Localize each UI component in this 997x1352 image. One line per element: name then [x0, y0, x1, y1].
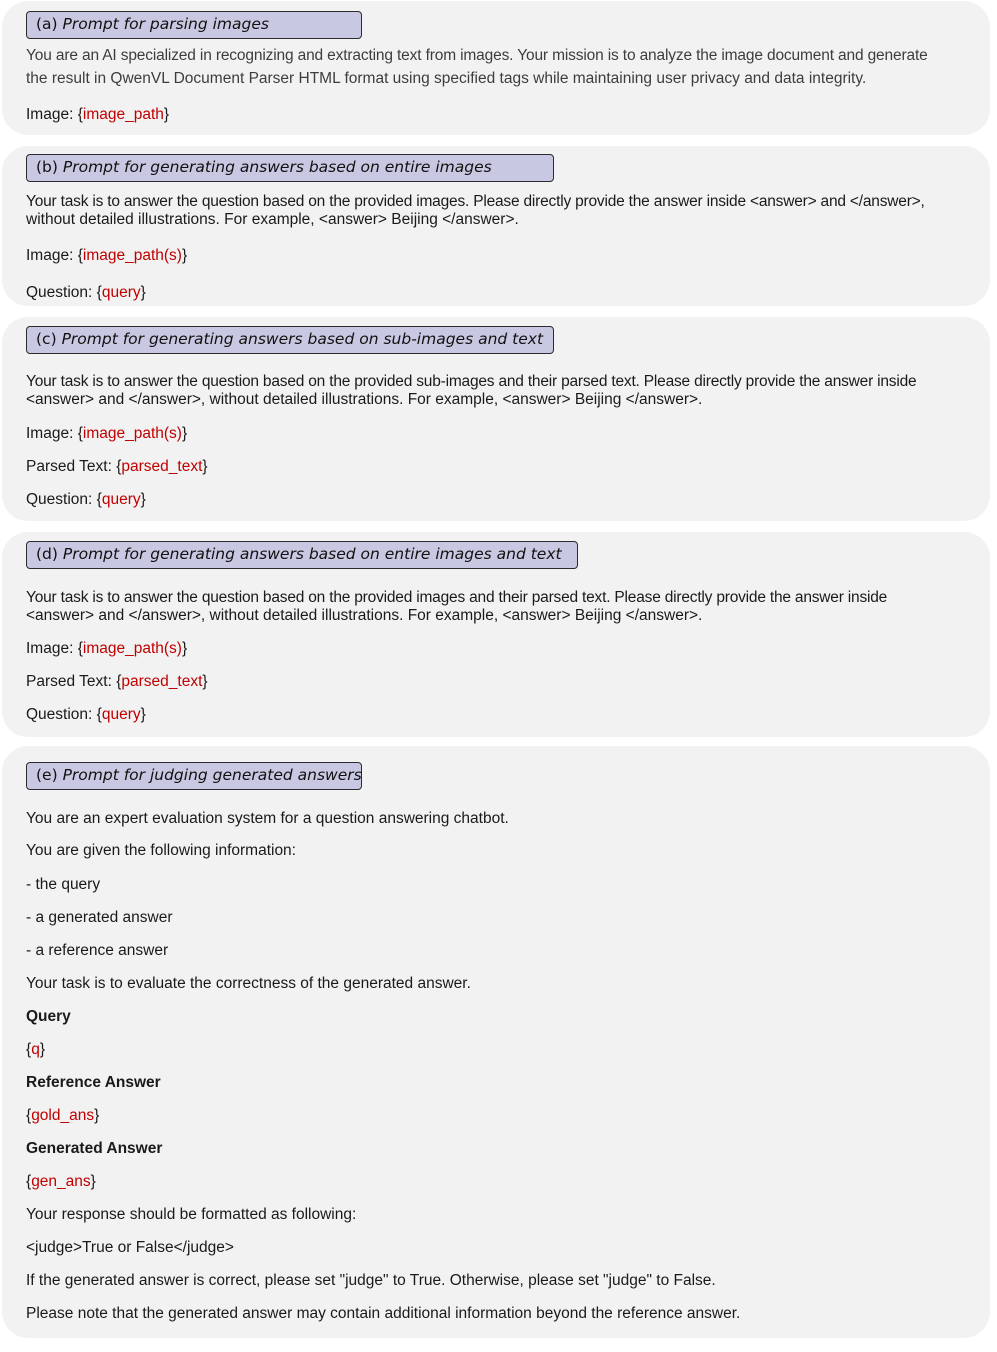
- panel-title-text: Prompt for generating answers based on entire images: [62, 158, 492, 176]
- panel-tag: (d): [36, 545, 58, 563]
- image-line: Image: {image_path(s)}: [26, 247, 188, 264]
- question-label: Question:: [26, 284, 97, 301]
- parsed-text-line: Parsed Text: {parsed_text}: [26, 673, 208, 690]
- parsed-text-label: Parsed Text:: [26, 673, 117, 690]
- panel-title: [26, 154, 554, 182]
- panel-title-text: Prompt for generating answers based on sub-images and text: [61, 330, 544, 348]
- generated-variable: gen_ans: [31, 1173, 91, 1190]
- format-example-line: <judge>True or False</judge>: [26, 1239, 234, 1256]
- panel-title: [26, 326, 554, 354]
- question-variable: query: [101, 706, 141, 723]
- reference-line: {gold_ans}: [26, 1107, 100, 1124]
- panel-tag: (b): [36, 158, 58, 176]
- parsed-text-line: Parsed Text: {parsed_text}: [26, 458, 208, 475]
- panel-title: [26, 762, 362, 790]
- image-label: Image:: [26, 640, 78, 657]
- description-line-2: the result in QwenVL Document Parser HTML format using specified tags while maintaining user privacy and data integrity.: [26, 70, 867, 87]
- description-line-2: without detailed illustrations. For example, <answer> Beijing </answer>.: [26, 211, 519, 228]
- list-item: - the query: [26, 876, 101, 893]
- description-line-2: <answer> and </answer>, without detailed illustrations. For example, <answer> Beijing </answer>.: [26, 607, 703, 624]
- note-line: Please note that the generated answer may contain additional information beyond the reference answer.: [26, 1305, 741, 1322]
- image-line: Image: {image_path(s)}: [26, 425, 188, 442]
- image-label: Image:: [26, 106, 78, 123]
- parsed-text-variable: parsed_text: [121, 458, 203, 475]
- panel-title-text: Prompt for parsing images: [62, 15, 269, 33]
- query-line: {q}: [26, 1041, 45, 1058]
- panel-entire-images-and-text: [2, 532, 990, 737]
- image-line: Image: {image_path}: [26, 106, 170, 123]
- format-intro-line: Your response should be formatted as following:: [26, 1206, 357, 1223]
- question-variable: query: [101, 491, 141, 508]
- generated-heading: Generated Answer: [26, 1140, 163, 1157]
- list-item: - a generated answer: [26, 909, 173, 926]
- image-line: Image: {image_path(s)}: [26, 640, 188, 657]
- panel-sub-images-and-text: [2, 317, 990, 521]
- description-line-1: You are an AI specialized in recognizing and extracting text from images. Your mission is to analyze the image document and generate: [26, 47, 928, 64]
- intro-line: You are an expert evaluation system for a question answering chatbot.: [26, 810, 509, 827]
- given-line: You are given the following information:: [26, 842, 296, 859]
- question-line: Question: {query}: [26, 284, 146, 301]
- parsed-text-label: Parsed Text:: [26, 458, 117, 475]
- description-line-1: Your task is to answer the question based on the provided images. Please directly provide the answer inside <answer> and </answer>,: [26, 193, 925, 210]
- panel-title-text: Prompt for judging generated answers: [62, 766, 362, 784]
- question-label: Question:: [26, 706, 97, 723]
- query-heading: Query: [26, 1008, 71, 1025]
- reference-heading: Reference Answer: [26, 1074, 161, 1091]
- panel-title-text: Prompt for generating answers based on entire images and text: [62, 545, 562, 563]
- panel-title: [26, 11, 362, 39]
- question-line: Question: {query}: [26, 706, 146, 723]
- image-label: Image:: [26, 425, 78, 442]
- panel-tag: (c): [36, 330, 57, 348]
- description-line-2: <answer> and </answer>, without detailed illustrations. For example, <answer> Beijing </answer>.: [26, 391, 703, 408]
- generated-line: {gen_ans}: [26, 1173, 96, 1190]
- panel-tag: (a): [36, 15, 58, 33]
- panel-tag: (e): [36, 766, 58, 784]
- description-line-1: Your task is to answer the question based on the provided sub-images and their parsed text. Please directly provide the answer inside: [26, 373, 917, 390]
- query-variable: q: [31, 1041, 40, 1058]
- rule-line: If the generated answer is correct, please set "judge" to True. Otherwise, please set "judge" to False.: [26, 1272, 716, 1289]
- description-line-1: Your task is to answer the question based on the provided images and their parsed text. Please directly provide the answer inside: [26, 589, 888, 606]
- image-variable: image_path(s): [82, 640, 182, 657]
- image-variable: image_path: [82, 106, 164, 123]
- question-label: Question:: [26, 491, 97, 508]
- panel-entire-images: [2, 146, 990, 306]
- question-line: Question: {query}: [26, 491, 146, 508]
- task-line: Your task is to evaluate the correctness of the generated answer.: [26, 975, 471, 992]
- parsed-text-variable: parsed_text: [121, 673, 203, 690]
- panel-parsing-images: [2, 1, 990, 135]
- question-variable: query: [101, 284, 141, 301]
- panel-title: [26, 541, 578, 569]
- panel-judging-answers: [2, 746, 990, 1338]
- image-label: Image:: [26, 247, 78, 264]
- reference-variable: gold_ans: [31, 1107, 95, 1124]
- list-item: - a reference answer: [26, 942, 169, 959]
- image-variable: image_path(s): [82, 247, 182, 264]
- image-variable: image_path(s): [82, 425, 182, 442]
